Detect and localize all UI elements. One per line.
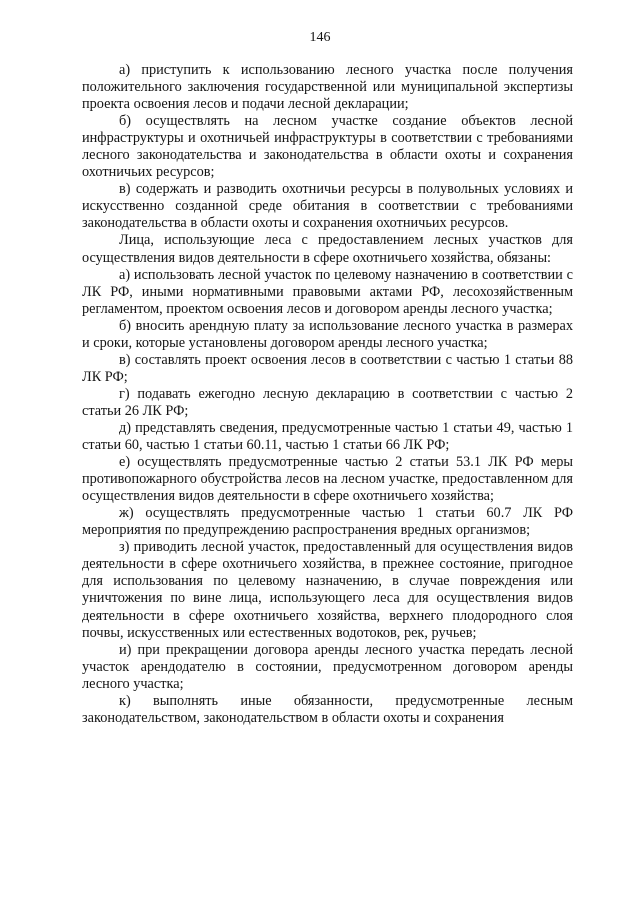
paragraph-i-return-plot: и) при прекращении договора аренды лесного участка передать лесной участок арендодателю в состоянии, предусмотренном договором аренды лесного участка; xyxy=(82,641,573,692)
document-body xyxy=(82,62,573,727)
page-number: 146 xyxy=(309,30,331,45)
paragraph-a-purpose-use: а) использовать лесной участок по целевому назначению в соответствии с ЛК РФ, иными нормативными правовыми актами РФ, лесохозяйственным регламентом, проектом освоения лесов и договором аренды лесного участка; xyxy=(82,266,573,317)
paragraph-g-pest-measures: ж) осуществлять предусмотренные частью 1 статьи 60.7 ЛК РФ мероприятия по предупреждению распространения вредных организмов; xyxy=(82,505,573,539)
paragraph-f-fire-prevention: е) осуществлять предусмотренные частью 2 статьи 53.1 ЛК РФ меры противопожарного обустройства лесов на лесном участке, предоставленном для осуществления видов деятельности в сфере охотничьего хозяйства; xyxy=(82,454,573,505)
paragraph-h-restoration: з) приводить лесной участок, предоставленный для осуществления видов деятельности в сфере охотничьего хозяйства, в прежнее состояние, пригодное для использования по целевому назначению, в случае повреждения или уничтожения по вине лица, использующего леса для осуществления видов деятельности в сфере охотничьего хозяйства, верхнего плодородного слоя почвы, искусственных или естественных водотоков, рек, ручьев; xyxy=(82,539,573,641)
paragraph-b-rent: б) вносить арендную плату за использование лесного участка в размерах и сроки, которые установлены договором аренды лесного участка; xyxy=(82,317,573,351)
paragraph-c-forest-project: в) составлять проект освоения лесов в соответствии с частью 1 статьи 88 ЛК РФ; xyxy=(82,351,573,385)
paragraph-d-declaration: г) подавать ежегодно лесную декларацию в соответствии с частью 2 статьи 26 ЛК РФ; xyxy=(82,385,573,419)
paragraph-a-start-use: а) приступить к использованию лесного участка после получения положительного заключения государственной или муниципальной экспертизы проекта освоения лесов и подачи лесной декларации; xyxy=(82,62,573,113)
paragraph-b-infrastructure: б) осуществлять на лесном участке создание объектов лесной инфраструктуры и охотничьей инфраструктуры в соответствии с требованиями лесного законодательства и законодательства в области охоты и сохранения охотничьих ресурсов; xyxy=(82,113,573,181)
paragraph-e-information: д) представлять сведения, предусмотренные частью 1 статьи 49, частью 1 статьи 60, частью 1 статьи 60.11, частью 1 статьи 66 ЛК РФ; xyxy=(82,419,573,454)
paragraph-obligations-intro: Лица, использующие леса с предоставлением лесных участков для осуществления видов деятельности в сфере охотничьего хозяйства, обязаны: xyxy=(82,232,573,266)
paragraph-c-breed-game: в) содержать и разводить охотничьи ресурсы в полувольных условиях и искусственно созданной среде обитания в соответствии с требованиями законодательства в области охоты и сохранения охотничьих ресурсов. xyxy=(82,181,573,232)
paragraph-k-other-duties: к) выполнять иные обязанности, предусмотренные лесным законодательством, законодательством в области охоты и сохранения xyxy=(82,692,573,726)
